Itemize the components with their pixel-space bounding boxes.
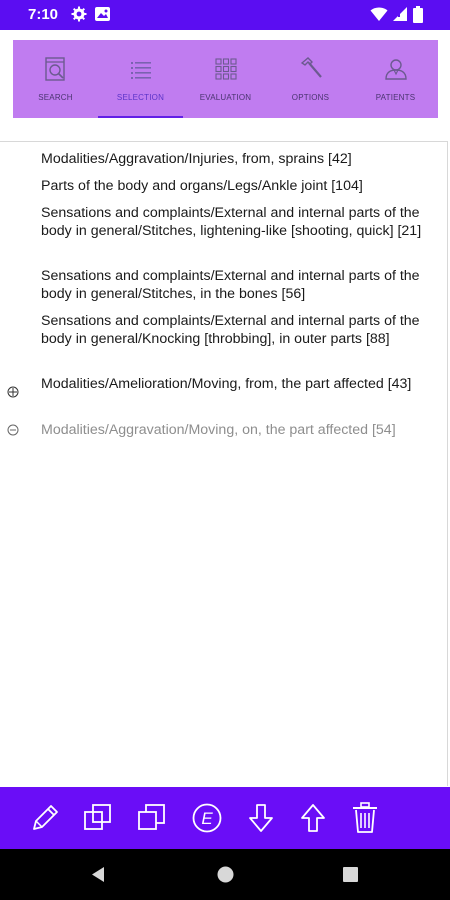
- search-doc-icon: [43, 56, 69, 82]
- home-icon[interactable]: [217, 866, 234, 883]
- tab-evaluation-label: EVALUATION: [199, 93, 252, 102]
- tab-patients-label: PATIENTS: [375, 93, 416, 102]
- copy-icon[interactable]: [81, 801, 115, 835]
- pencil-icon[interactable]: [28, 801, 62, 835]
- trash-icon[interactable]: [348, 801, 382, 835]
- rubric-item[interactable]: Modalities/Aggravation/Moving, on, the part affected [54]: [41, 422, 396, 438]
- bottom-toolbar: [0, 787, 450, 849]
- gear-icon: [71, 6, 87, 22]
- patients-icon: [383, 56, 409, 82]
- system-nav-bar: [0, 849, 450, 900]
- recents-icon[interactable]: [343, 867, 358, 882]
- tab-active-indicator: [98, 116, 183, 118]
- grid-icon: [213, 56, 239, 82]
- svg-text:E: E: [201, 809, 213, 828]
- tab-search[interactable]: [13, 40, 98, 118]
- rubric-item[interactable]: Sensations and complaints/External and internal parts of the body in general/Stitches, lightening-like [shooting, quick] [21]: [41, 205, 422, 239]
- tab-selection-label: SELECTION: [116, 93, 165, 102]
- hammer-icon: [298, 56, 324, 82]
- tab-options[interactable]: [268, 40, 353, 118]
- wifi-icon: [370, 6, 388, 22]
- tab-bar: [13, 40, 438, 118]
- rubric-list: [0, 141, 448, 786]
- status-bar: [0, 0, 450, 30]
- e-circle-icon[interactable]: [190, 801, 224, 835]
- rubric-item[interactable]: Modalities/Amelioration/Moving, from, the part affected [43]: [41, 376, 412, 392]
- arrow-down-icon[interactable]: [244, 801, 278, 835]
- tab-patients[interactable]: [353, 40, 438, 118]
- signal-icon: [392, 6, 408, 22]
- rubric-item[interactable]: Sensations and complaints/External and internal parts of the body in general/Stitches, in the bones [56]: [41, 268, 420, 302]
- tab-evaluation[interactable]: [183, 40, 268, 118]
- list-icon: [128, 56, 154, 82]
- tab-search-label: SEARCH: [38, 93, 73, 102]
- circle-minus-icon[interactable]: [7, 424, 19, 436]
- circle-plus-icon[interactable]: [7, 386, 19, 398]
- back-icon[interactable]: [90, 866, 106, 883]
- rubric-item[interactable]: Modalities/Aggravation/Injuries, from, sprains [42]: [41, 151, 352, 167]
- duplicate-icon[interactable]: [135, 801, 169, 835]
- image-icon: [94, 6, 111, 22]
- status-time: 7:10: [28, 6, 59, 23]
- rubric-item[interactable]: Sensations and complaints/External and internal parts of the body in general/Knocking [throbbing], in outer parts [88]: [41, 313, 420, 347]
- rubric-item[interactable]: Parts of the body and organs/Legs/Ankle joint [104]: [41, 178, 363, 194]
- tab-selection[interactable]: [98, 40, 183, 118]
- battery-icon: [413, 6, 423, 23]
- tab-options-label: OPTIONS: [291, 93, 330, 102]
- arrow-up-icon[interactable]: [296, 801, 330, 835]
